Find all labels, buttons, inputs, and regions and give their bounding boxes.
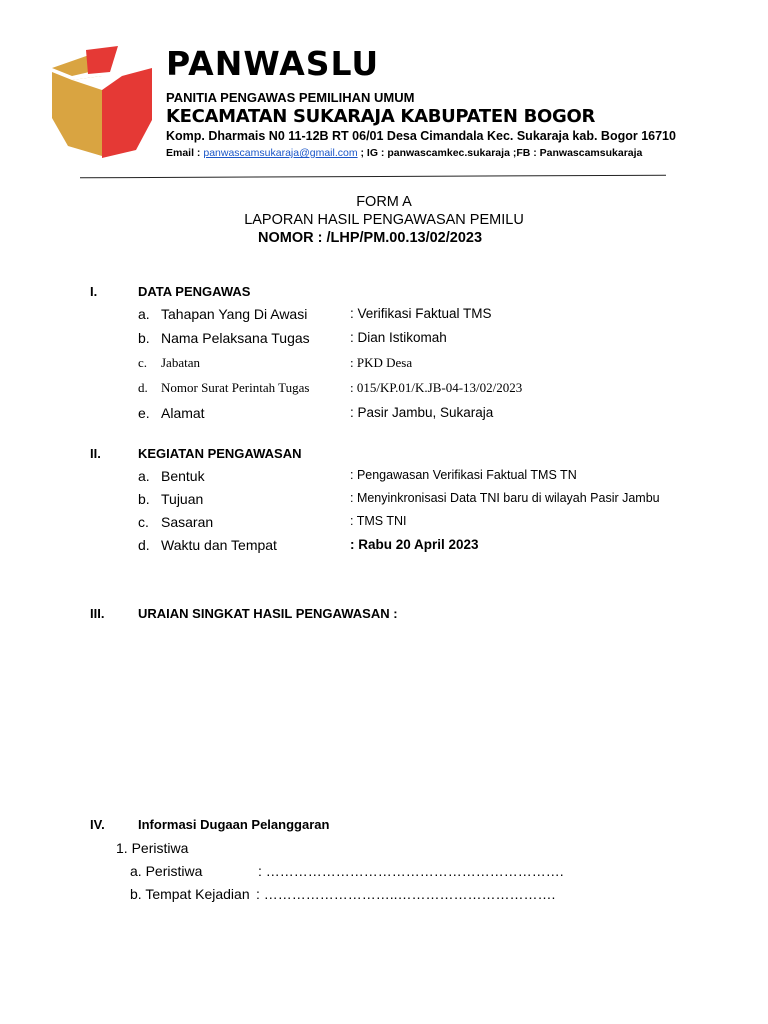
item-letter: b. xyxy=(138,491,150,507)
item-value: : PKD Desa xyxy=(350,355,413,370)
item-letter: e. xyxy=(138,405,150,421)
section-1-number: I. xyxy=(90,284,98,299)
incident-label: a. Peristiwa xyxy=(130,863,203,879)
section-3-number: III. xyxy=(90,606,105,621)
item-letter: c. xyxy=(138,355,148,370)
item-value: : Pengawasan Verifikasi Faktual TMS TN xyxy=(350,468,577,482)
section-4-number: IV. xyxy=(90,817,105,832)
section-4-title: Informasi Dugaan Pelanggaran xyxy=(138,817,330,832)
item-value: : Verifikasi Faktual TMS xyxy=(350,306,492,321)
org-contact xyxy=(166,147,642,159)
panwaslu-logo xyxy=(48,46,156,158)
item-value: : Dian Istikomah xyxy=(350,330,447,345)
org-name: PANWASLU xyxy=(166,44,380,83)
section-2-number: II. xyxy=(90,446,101,461)
org-subtitle: PANITIA PENGAWAS PEMILIHAN UMUM xyxy=(166,90,415,105)
form-title: FORM A xyxy=(356,194,412,210)
location-value-blank: : ………………………..……………………………. xyxy=(256,886,556,902)
email-label: Email : xyxy=(166,147,204,159)
item-value: : Rabu 20 April 2023 xyxy=(350,537,479,552)
item-label: Alamat xyxy=(161,405,205,421)
item-label: Sasaran xyxy=(161,514,214,530)
item-value: : Menyinkronisasi Data TNI baru di wilayah Pasir Jambu xyxy=(350,491,660,505)
item-label: Bentuk xyxy=(161,468,205,484)
section-1-title: DATA PENGAWAS xyxy=(138,284,251,299)
item-letter: b. xyxy=(138,330,150,346)
item-label: Tahapan Yang Di Awasi xyxy=(161,306,308,322)
item-label: Nomor Surat Perintah Tugas xyxy=(161,380,310,395)
section-3-title: URAIAN SINGKAT HASIL PENGAWASAN : xyxy=(138,606,398,621)
item-label: Nama Pelaksana Tugas xyxy=(161,330,310,346)
org-district: KECAMATAN SUKARAJA KABUPATEN BOGOR xyxy=(166,106,596,127)
social-handles: ; IG : panwascamkec.sukaraja ;FB : Panwascamsukaraja xyxy=(357,147,643,159)
header-divider xyxy=(80,175,666,179)
report-number: NOMOR : /LHP/PM.00.13/02/2023 xyxy=(258,230,483,246)
incident-item: 1. Peristiwa xyxy=(116,840,189,856)
item-value: : TMS TNI xyxy=(350,514,407,528)
location-label: b. Tempat Kejadian xyxy=(130,886,250,902)
item-letter: c. xyxy=(138,514,149,530)
item-value: : 015/KP.01/K.JB-04-13/02/2023 xyxy=(350,380,523,395)
item-letter: a. xyxy=(138,306,150,322)
item-letter: d. xyxy=(138,380,148,395)
org-address: Komp. Dharmais N0 11-12B RT 06/01 Desa Cimandala Kec. Sukaraja kab. Bogor 16710 xyxy=(166,129,676,143)
report-title: LAPORAN HASIL PENGAWASAN PEMILU xyxy=(244,212,524,228)
item-label: Jabatan xyxy=(161,355,200,370)
email-link[interactable]: panwascamsukaraja@gmail.com xyxy=(203,147,358,159)
item-letter: d. xyxy=(138,537,150,553)
item-letter: a. xyxy=(138,468,150,484)
section-2-title: KEGIATAN PENGAWASAN xyxy=(138,446,302,461)
incident-value-blank: : ………………………………………………………. xyxy=(258,863,564,879)
item-label: Waktu dan Tempat xyxy=(161,537,277,553)
item-label: Tujuan xyxy=(161,491,204,507)
item-value: : Pasir Jambu, Sukaraja xyxy=(350,405,494,420)
